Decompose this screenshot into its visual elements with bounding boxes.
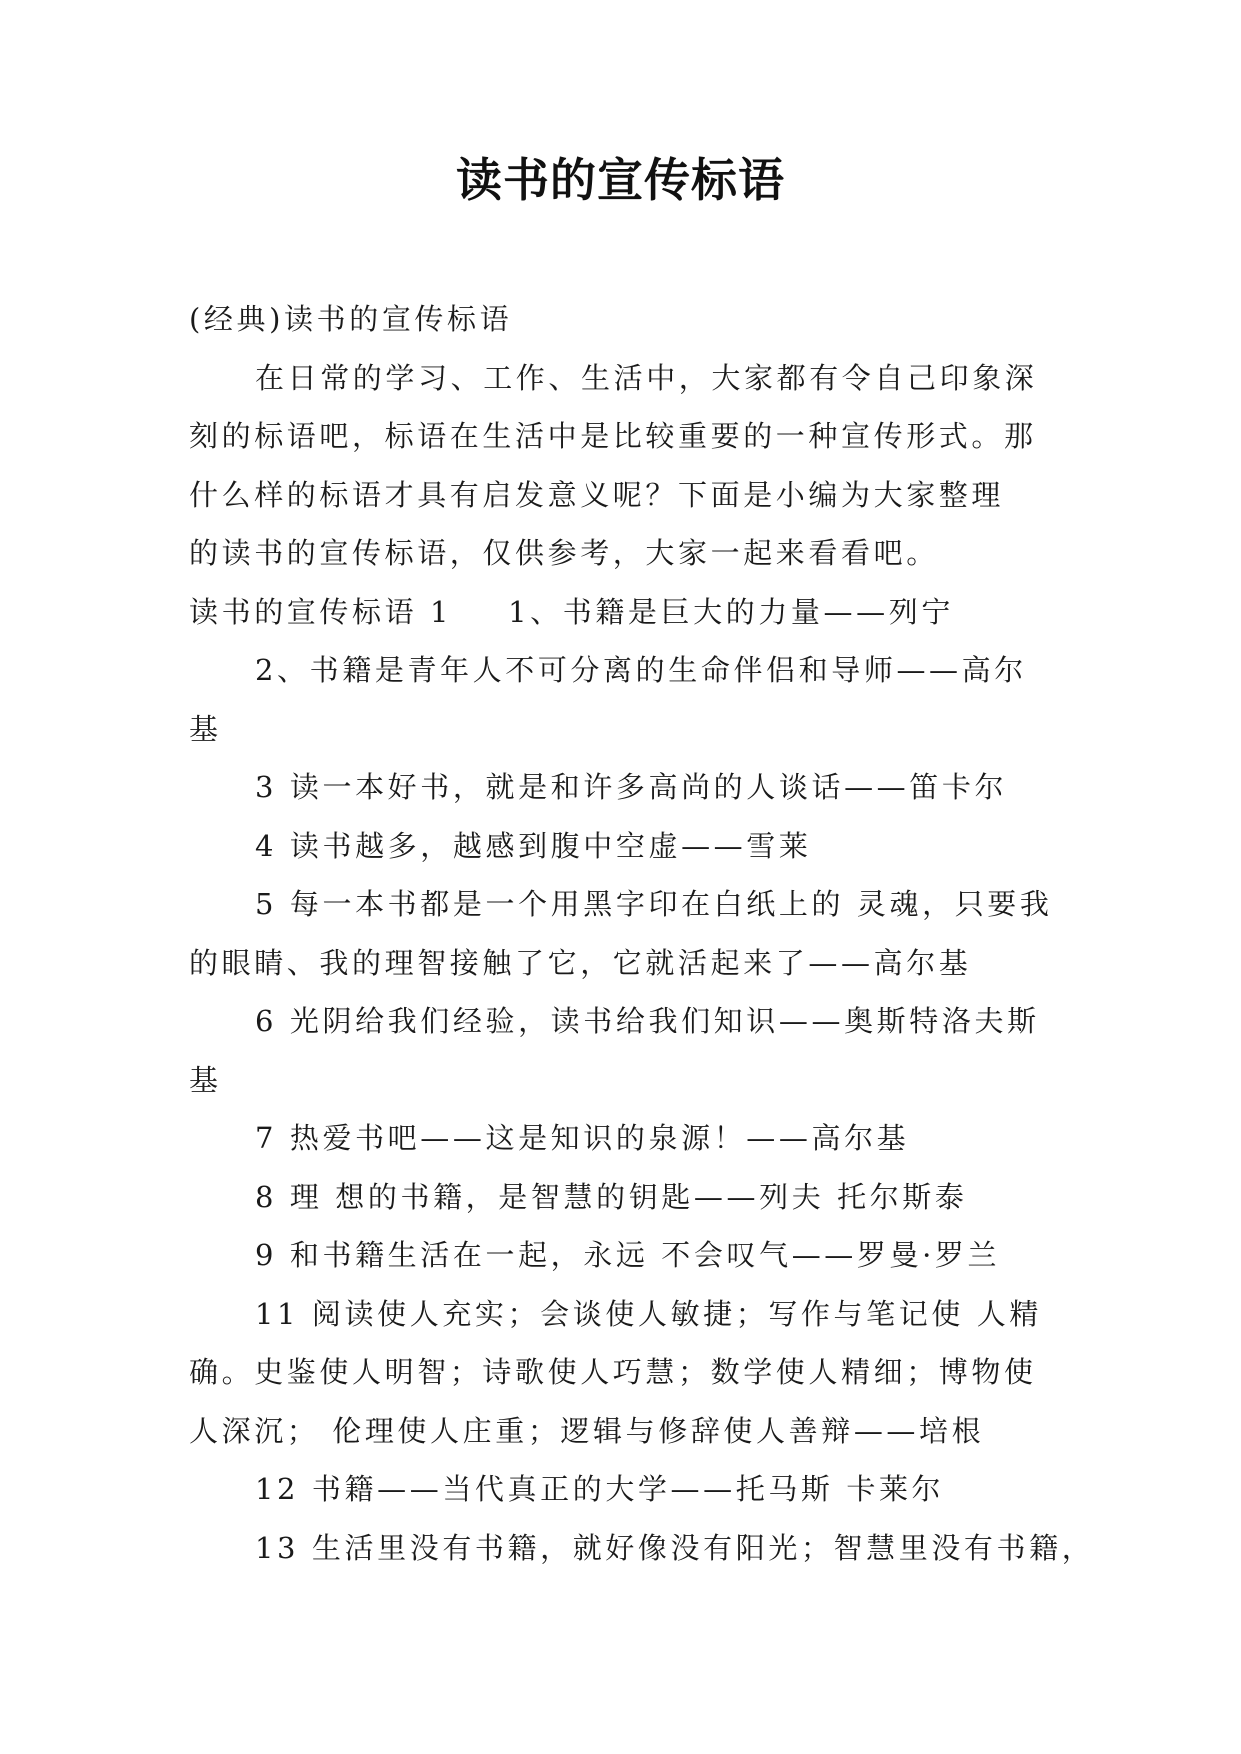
quote-line: 基 (189, 711, 222, 746)
intro-line: 刻的标语吧，标语在生活中是比较重要的一种宣传形式。那 (189, 419, 1037, 453)
quote-line: 确。史鉴使人明智；诗歌使人巧慧；数学使人精细；博物使 (189, 1355, 1037, 1389)
quote-line: 的眼睛、我的理智接触了它，它就活起来了——高尔基 (189, 945, 972, 980)
quote-line: 3 读一本好书，就是和许多高尚的人谈话——笛卡尔 (255, 770, 1008, 804)
quote-line: 7 热爱书吧——这是知识的泉源！——高尔基 (255, 1121, 910, 1155)
document-body (189, 290, 1095, 1577)
quote-line: 12 书籍——当代真正的大学——托马斯 卡莱尔 (255, 1472, 945, 1506)
quote-line: 6 光阴给我们经验，读书给我们知识——奥斯特洛夫斯 (255, 1004, 1040, 1038)
intro-line: 在日常的学习、工作、生活中，大家都有令自己印象深 (255, 360, 1038, 395)
quote-line: 13 生活里没有书籍，就好像没有阳光；智慧里没有书籍， (255, 1530, 1095, 1565)
intro-line: 的读书的宣传标语，仅供参考，大家一起来看看吧。 (189, 536, 939, 570)
quote-line: 4 读书越多，越感到腹中空虚——雪莱 (255, 828, 812, 863)
intro-line: 什么样的标语才具有启发意义呢？下面是小编为大家整理 (189, 477, 1005, 512)
quote-line: 1、书籍是巨大的力量——列宁 (508, 594, 954, 629)
quote-line: 11 阅读使人充实；会谈使人敏捷；写作与笔记使 人精 (255, 1296, 1042, 1331)
quote-line: 人深沉； 伦理使人庄重；逻辑与修辞使人善辩——培根 (189, 1413, 985, 1448)
document-title: 读书的宣传标语 (456, 153, 785, 207)
quote-line: 5 每一本书都是一个用黑字印在白纸上的 灵魂，只要我 (255, 887, 1053, 921)
section-heading-row (189, 583, 1049, 642)
quote-line: 基 (189, 1062, 222, 1097)
quote-line: 9 和书籍生活在一起，永远 不会叹气——罗曼·罗兰 (255, 1238, 1001, 1272)
quote-line: 2、书籍是青年人不可分离的生命伴侣和导师——高尔 (255, 653, 1027, 687)
document-subtitle: (经典)读书的宣传标语 (189, 302, 513, 336)
quote-line: 8 理 想的书籍，是智慧的钥匙——列夫 托尔斯泰 (255, 1179, 968, 1214)
section-heading: 读书的宣传标语 1 (189, 594, 453, 629)
